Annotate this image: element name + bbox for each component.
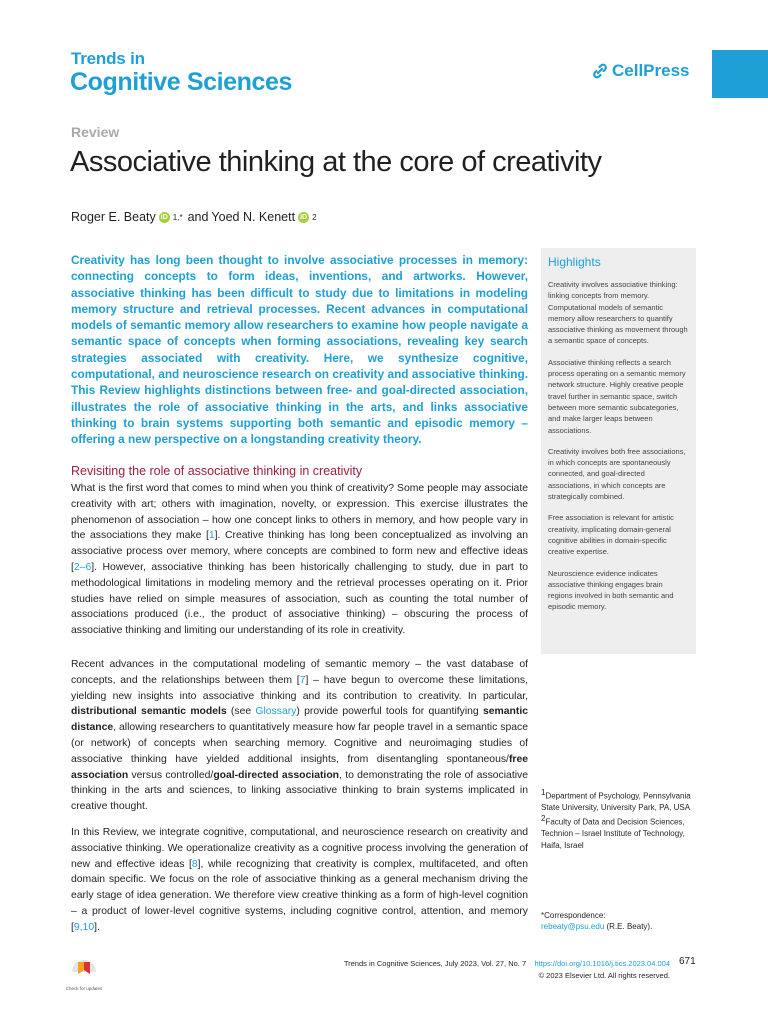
article-type: Review <box>71 124 120 140</box>
body-paragraph: In this Review, we integrate cognitive, computational, and neuroscience research on creativity and associative thinking. We operationalize creativity as a cognitive process involving the generation of new and effective ideas [8], while recognizing that creativity is complex, multifaceted, and often domain specific. We focus on the role of associative thinking as a general mechanism driving the early stage of idea generation. We therefore view creative thinking as a form of high-level cognition – a product of lower-level cognitive systems, including cognitive control, attention, and memory [9,10]. <box>71 827 528 933</box>
journal-name-line1: Trends in <box>71 49 145 68</box>
author-list <box>71 210 317 224</box>
check-for-updates-icon[interactable] <box>67 958 101 986</box>
citation-link[interactable]: 2–6 <box>73 561 92 573</box>
journal-name-line2: Cognitive Sciences <box>70 68 293 96</box>
author-conjunction: and <box>187 210 209 224</box>
glossary-term[interactable]: free association <box>71 753 528 781</box>
citation-link[interactable]: 9,10 <box>73 921 95 933</box>
affiliation-2: $^2$Faculty of Data and Decision Sciences, Technion – Israel Institute of Technology, Haifa, Israel <box>541 814 685 850</box>
page-number: 671 <box>679 956 696 967</box>
highlight-item: Neuroscience evidence indicates associative thinking engages brain regions involved in both semantic and episodic memory. <box>548 568 674 612</box>
glossary-term[interactable]: semantic distance <box>71 706 528 734</box>
body-paragraph: What is the first word that comes to mind when you think of creativity? Some people may associate creativity with art; others with imagination, novelty, or expression. This exercise illustrates the phenomenon of association – how one concept links to others in memory, and how people vary in the associations they make [1]. Creative thinking has long been conceptualized as involving an associative process over memory, where concepts are combined to form new and effective ideas [2–6]. However, associative thinking has been historically challenging to study, due in part to methodological limitations in modeling memory and the retrieval processes operating on it. Prior studies have relied on simple measures of association, such as counting the total number of associations produced (i.e., the product of associative thinking) – obscuring the process of associative thinking and limiting our understanding of its role in creativity. <box>71 483 528 637</box>
check-for-updates-label: Check for updates <box>65 986 103 991</box>
link-icon <box>592 63 608 79</box>
author-name[interactable]: Roger E. Beaty <box>71 210 156 224</box>
publisher-name: CellPress <box>612 61 690 80</box>
correspondence-label: *Correspondence: <box>541 911 606 920</box>
highlight-item: Creativity involves both free associations, in which concepts are spontaneously connected, and goal-directed associations, in which concepts are strategically combined. <box>548 446 686 502</box>
highlight-item: Free association is relevant for artistic creativity, implicating domain-general cognitive abilities in domain-specific creative expertise. <box>548 513 674 557</box>
citation-link[interactable]: 7 <box>299 674 306 686</box>
abstract: Creativity has long been thought to involve associative processes in memory: connecting concepts to form ideas, inventions, and artworks. However, associative thinking has been difficult to study due to limitations in modeling memory structure and retrieval processes. Recent advances in computational models of semantic memory allow researchers to examine how people navigate a semantic space of concepts when forming associations, revealing key search strategies associated with creativity. Here, we synthesize cognitive, computational, and neuroscience research on creativity and associative thinking. This Review highlights distinctions between free- and goal-directed association, illustrates the role of associative thinking in the arts, and links associative thinking to brain systems supporting both semantic and episodic memory – offering a new perspective on a longstanding creativity theory. <box>71 253 528 447</box>
author-name[interactable]: Yoed N. Kenett <box>211 210 296 224</box>
header-tab-decoration <box>712 50 768 98</box>
doi-link[interactable]: https://doi.org/10.1016/j.tics.2023.04.004 <box>534 959 670 968</box>
copyright: © 2023 Elsevier Ltd. All rights reserved. <box>538 971 670 980</box>
article-title: Associative thinking at the core of creativity <box>70 146 602 178</box>
highlight-item: Creativity involves associative thinking: linking concepts from memory. Computational models of semantic memory allow researchers to quantify associative thinking as movement through a semantic space of concepts. <box>548 280 688 346</box>
author-affiliation-marker: 1,* <box>172 212 183 222</box>
citation-link[interactable]: 1 <box>208 530 215 542</box>
body-paragraph: Recent advances in the computational modeling of semantic memory – the vast database of concepts, and the relationships between them [7] – have begun to overcome these limitations, yielding new insights into associative thinking and its contribution to creativity. In particular, distributional semantic models (see Glossary) provide powerful tools for quantifying semantic distance, allowing researchers to quantitatively measure how far people travel in a semantic space (or network) of concepts when searching memory. Cognitive and neuroimaging studies of associative thinking have yielded additional insights, from disentangling spontaneous/free association versus controlled/goal-directed association, to demonstrating the role of associative thinking in the arts and sciences, to linking associative thinking to brain systems implicated in creative thought. <box>71 659 528 813</box>
glossary-term[interactable]: distributional semantic models <box>71 706 227 718</box>
section-heading: Revisiting the role of associative thinking in creativity <box>71 464 363 478</box>
page-footer <box>330 958 670 982</box>
highlight-item: Associative thinking reflects a search process operating on a semantic memory network structure. Highly creative people travel further in semantic space, switch between more semantic subcategories, and make larger leaps between associations. <box>548 357 686 435</box>
glossary-link[interactable]: Glossary <box>255 706 297 718</box>
glossary-term[interactable]: goal-directed association <box>213 769 340 781</box>
affiliations <box>541 787 706 851</box>
citation-text: Trends in Cognitive Sciences, July 2023, Vol. 27, No. 7 <box>343 959 527 968</box>
correspondence <box>541 910 706 933</box>
orcid-icon[interactable]: iD <box>300 213 308 221</box>
affiliation-1: $^1$Department of Psychology, Pennsylvania State University, University Park, PA, USA <box>541 788 691 812</box>
citation-link[interactable]: 8 <box>191 858 198 870</box>
email-link[interactable]: rebeaty@psu.edu <box>541 922 605 932</box>
correspondence-name: (R.E. Beaty). <box>606 922 653 932</box>
highlights-title: Highlights <box>548 255 601 269</box>
author-affiliation-marker: 2 <box>312 212 317 222</box>
cellpress-logo[interactable] <box>592 61 690 81</box>
highlights-box <box>541 248 696 654</box>
orcid-icon[interactable]: iD <box>160 213 168 221</box>
